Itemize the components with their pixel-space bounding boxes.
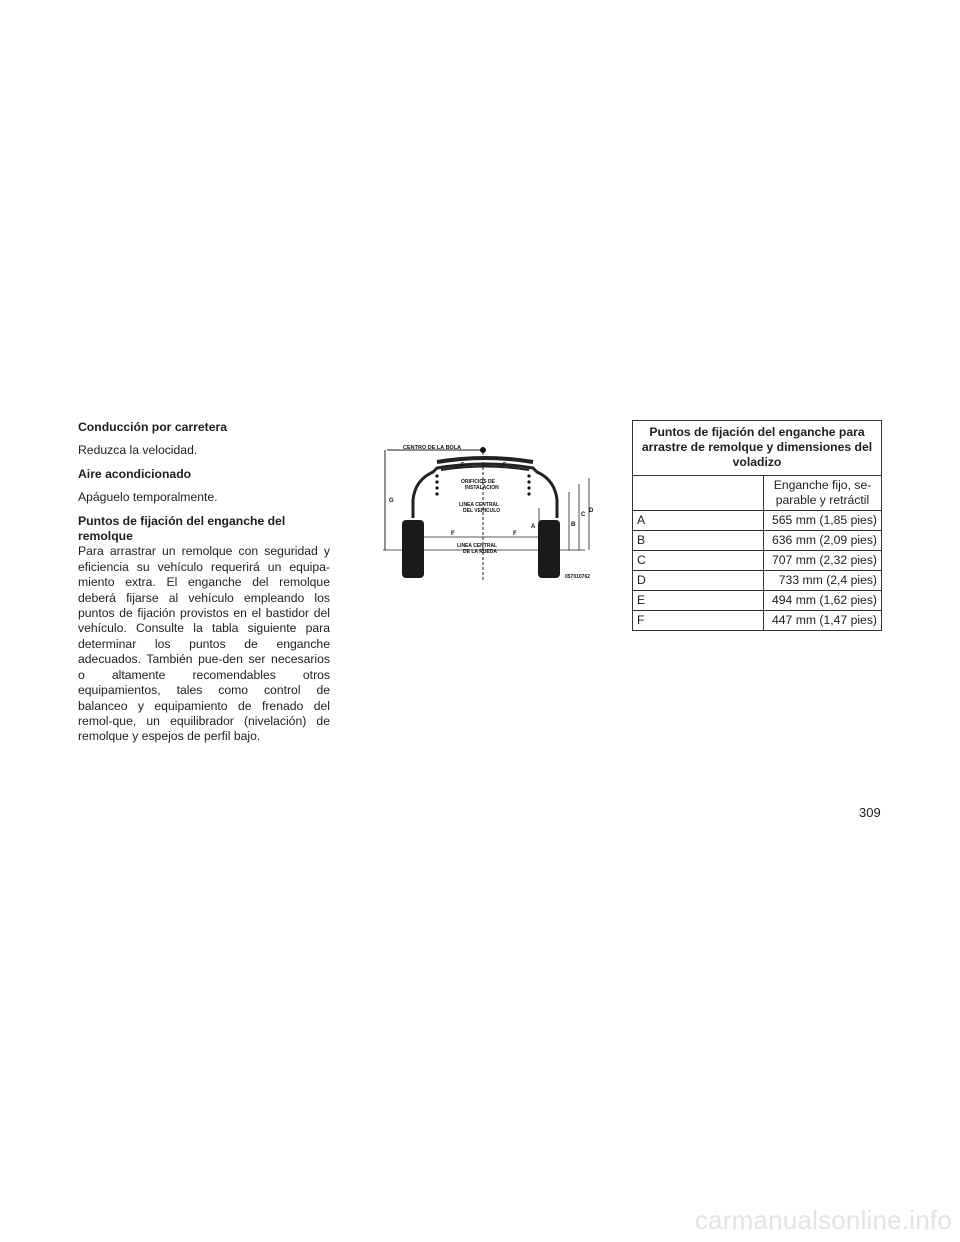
dimension-a: A [531, 524, 536, 530]
left-column [78, 420, 330, 745]
paragraph-reduce-speed: Reduzca la velocidad. [78, 443, 198, 458]
label-vehicle-cl-2: DEL VEHICULO [463, 508, 501, 514]
row-value: 565 mm (1,85 pies) [764, 511, 882, 531]
bumper-top [437, 458, 533, 462]
table-column-header: Enganche fijo, se-parable y retráctil [764, 476, 882, 511]
heading-air-conditioning: Aire acondicionado [78, 466, 192, 481]
left-tire [402, 520, 424, 578]
dimension-g: G [389, 498, 394, 504]
dimension-e: E [461, 462, 465, 468]
table-row [633, 591, 882, 611]
label-install-holes-1: ORIFICIOS DE [461, 479, 495, 485]
row-label: A [633, 511, 764, 531]
row-value: 733 mm (2,4 pies) [764, 571, 882, 591]
label-wheel-cl-1: LINEA CENTRAL [457, 543, 498, 549]
row-value: 636 mm (2,09 pies) [764, 531, 882, 551]
figure-code: 057010762 [565, 574, 591, 580]
table-row [633, 511, 882, 531]
row-value: 494 mm (1,62 pies) [764, 591, 882, 611]
mounting-holes-left [435, 474, 438, 495]
row-label: E [633, 591, 764, 611]
table-title: Puntos de fijación del enganche para arrastre de remolque y dimensiones del voladizo [633, 421, 882, 476]
mounting-holes-right [527, 474, 530, 495]
table-row [633, 611, 882, 631]
dimension-b: B [571, 522, 576, 528]
table-row [633, 551, 882, 571]
label-vehicle-cl-1: LINEA CENTRAL [459, 502, 500, 508]
table-row [633, 531, 882, 551]
row-label: F [633, 611, 764, 631]
row-value: 707 mm (2,32 pies) [764, 551, 882, 571]
paragraph-turn-off: Apáguelo temporalmente. [78, 490, 218, 505]
table-blank-cell [633, 476, 764, 511]
row-value: 447 mm (1,47 pies) [764, 611, 882, 631]
svg-text:F: F [513, 531, 517, 537]
dimension-d: D [589, 508, 594, 514]
label-install-holes-2: INSTALACION [465, 485, 499, 491]
page-number: 309 [859, 805, 881, 820]
dimension-f: F [451, 531, 455, 537]
row-label: C [633, 551, 764, 571]
watermark-text[interactable]: carmanualsonline.info [694, 1205, 952, 1235]
right-tire [538, 520, 560, 578]
paragraph-hitch-info: Para arrastrar un remolque con seguridad y eficiencia su vehículo requerirá un equipa-miento extra. El enganche del remolque deberá fijarse al vehículo empleando los puntos de fijación provistos en el bastidor del vehículo. Consulte la tabla siguiente para determinar los puntos de enganche adecuados. También pue-den ser necesarios o altamente recomendables otros equipamientos, tales como control de balanceo y equipamiento de frenado del remol-que, un equilibrador (nivelación) de remolque y espejos de perfil bajo. [78, 544, 330, 744]
row-label: D [633, 571, 764, 591]
heading-hitch-points-line2: remolque [78, 529, 133, 544]
label-ball-center: CENTRO DE LA BOLA [403, 445, 462, 451]
svg-text:E: E [503, 462, 507, 468]
hitch-dimensions-table [632, 420, 882, 631]
heading-hitch-points-line1: Puntos de fijación del enganche del [78, 513, 286, 528]
table-row [633, 571, 882, 591]
hitch-diagram [375, 440, 603, 590]
row-label: B [633, 531, 764, 551]
dimension-c: C [581, 512, 586, 518]
label-wheel-cl-2: DE LA RUEDA [463, 549, 497, 555]
heading-road-driving: Conducción por carretera [78, 420, 227, 434]
